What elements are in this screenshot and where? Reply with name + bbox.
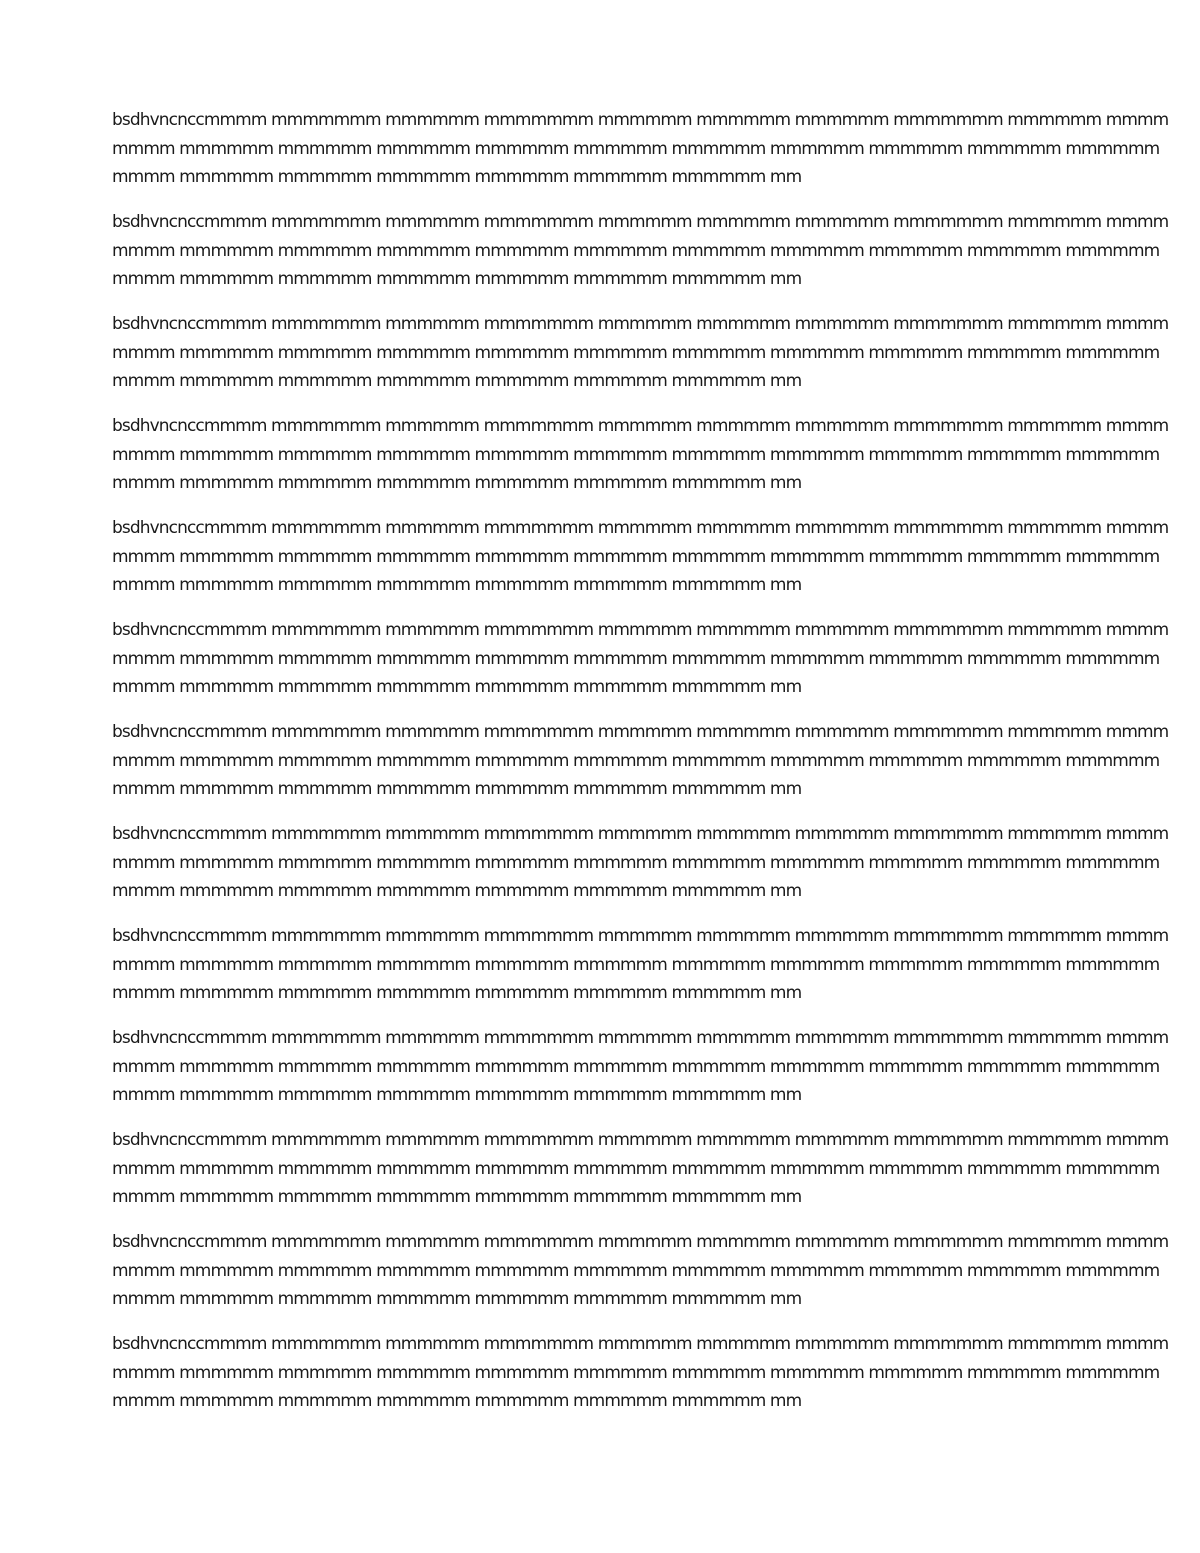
paragraph-line: mmmm mmmmmm mmmmmm mmmmmm mmmmmm mmmmmm mmmmmm mmmmmm mmmmmm mmmmmm mmmmmm [112, 852, 1160, 873]
paragraph-line: bsdhvncnccmmmm mmmmmmm mmmmmm mmmmmmm mmmmmm mmmmmm mmmmmm mmmmmmm mmmmmm mmmm [112, 824, 1169, 844]
paragraph-10 [112, 1024, 1169, 1110]
paragraph-line: bsdhvncnccmmmm mmmmmmm mmmmmm mmmmmmm mmmmmm mmmmmm mmmmmm mmmmmmm mmmmmm mmmm [112, 722, 1169, 742]
paragraph-line: mmmm mmmmmm mmmmmm mmmmmm mmmmmm mmmmmm mmmmmm mm [112, 1187, 802, 1207]
paragraph-line: mmmm mmmmmm mmmmmm mmmmmm mmmmmm mmmmmm mmmmmm mm [112, 371, 802, 391]
paragraph-line: mmmm mmmmmm mmmmmm mmmmmm mmmmmm mmmmmm mmmmmm mmmmmm mmmmmm mmmmmm mmmmmm [112, 342, 1160, 363]
paragraph-13 [112, 1330, 1169, 1416]
paragraph-line: mmmm mmmmmm mmmmmm mmmmmm mmmmmm mmmmmm mmmmmm mm [112, 779, 802, 799]
paragraph-line: mmmm mmmmmm mmmmmm mmmmmm mmmmmm mmmmmm mmmmmm mm [112, 1085, 802, 1105]
paragraph-line: mmmm mmmmmm mmmmmm mmmmmm mmmmmm mmmmmm mmmmmm mmmmmm mmmmmm mmmmmm mmmmmm [112, 546, 1160, 567]
paragraph-line: mmmm mmmmmm mmmmmm mmmmmm mmmmmm mmmmmm mmmmmm mm [112, 983, 802, 1003]
paragraph-1 [112, 106, 1169, 192]
paragraph-line: bsdhvncnccmmmm mmmmmmm mmmmmm mmmmmmm mmmmmm mmmmmm mmmmmm mmmmmmm mmmmmm mmmm [112, 1130, 1169, 1150]
paragraph-line: mmmm mmmmmm mmmmmm mmmmmm mmmmmm mmmmmm mmmmmm mmmmmm mmmmmm mmmmmm mmmmmm [112, 1056, 1160, 1077]
paragraph-line: mmmm mmmmmm mmmmmm mmmmmm mmmmmm mmmmmm mmmmmm mm [112, 167, 802, 187]
paragraph-7 [112, 718, 1169, 804]
paragraph-line: bsdhvncnccmmmm mmmmmmm mmmmmm mmmmmmm mmmmmm mmmmmm mmmmmm mmmmmmm mmmmmm mmmm [112, 1028, 1169, 1048]
paragraph-line: mmmm mmmmmm mmmmmm mmmmmm mmmmmm mmmmmm mmmmmm mm [112, 1289, 802, 1309]
paragraph-line: mmmm mmmmmm mmmmmm mmmmmm mmmmmm mmmmmm mmmmmm mmmmmm mmmmmm mmmmmm mmmmmm [112, 648, 1160, 669]
paragraph-line: mmmm mmmmmm mmmmmm mmmmmm mmmmmm mmmmmm mmmmmm mmmmmm mmmmmm mmmmmm mmmmmm [112, 138, 1160, 159]
paragraph-5 [112, 514, 1169, 600]
paragraph-8 [112, 820, 1169, 906]
paragraph-line: mmmm mmmmmm mmmmmm mmmmmm mmmmmm mmmmmm mmmmmm mm [112, 677, 802, 697]
paragraph-line: mmmm mmmmmm mmmmmm mmmmmm mmmmmm mmmmmm mmmmmm mmmmmm mmmmmm mmmmmm mmmmmm [112, 444, 1160, 465]
paragraph-line: mmmm mmmmmm mmmmmm mmmmmm mmmmmm mmmmmm mmmmmm mmmmmm mmmmmm mmmmmm mmmmmm [112, 1362, 1160, 1383]
paragraph-line: mmmm mmmmmm mmmmmm mmmmmm mmmmmm mmmmmm mmmmmm mm [112, 575, 802, 595]
paragraph-line: mmmm mmmmmm mmmmmm mmmmmm mmmmmm mmmmmm mmmmmm mmmmmm mmmmmm mmmmmm mmmmmm [112, 1260, 1160, 1281]
paragraph-line: bsdhvncnccmmmm mmmmmmm mmmmmm mmmmmmm mmmmmm mmmmmm mmmmmm mmmmmmm mmmmmm mmmm [112, 1334, 1169, 1354]
paragraph-6 [112, 616, 1169, 702]
paragraph-line: bsdhvncnccmmmm mmmmmmm mmmmmm mmmmmmm mmmmmm mmmmmm mmmmmm mmmmmmm mmmmmm mmmm [112, 110, 1169, 130]
paragraph-line: bsdhvncnccmmmm mmmmmmm mmmmmm mmmmmmm mmmmmm mmmmmm mmmmmm mmmmmmm mmmmmm mmmm [112, 212, 1169, 232]
paragraph-line: bsdhvncnccmmmm mmmmmmm mmmmmm mmmmmmm mmmmmm mmmmmm mmmmmm mmmmmmm mmmmmm mmmm [112, 1232, 1169, 1252]
paragraph-line: mmmm mmmmmm mmmmmm mmmmmm mmmmmm mmmmmm mmmmmm mmmmmm mmmmmm mmmmmm mmmmmm [112, 1158, 1160, 1179]
paragraph-2 [112, 208, 1169, 294]
paragraph-11 [112, 1126, 1169, 1212]
paragraph-line: mmmm mmmmmm mmmmmm mmmmmm mmmmmm mmmmmm mmmmmm mmmmmm mmmmmm mmmmmm mmmmmm [112, 240, 1160, 261]
paragraph-3 [112, 310, 1169, 396]
paragraph-line: bsdhvncnccmmmm mmmmmmm mmmmmm mmmmmmm mmmmmm mmmmmm mmmmmm mmmmmmm mmmmmm mmmm [112, 314, 1169, 334]
paragraph-line: bsdhvncnccmmmm mmmmmmm mmmmmm mmmmmmm mmmmmm mmmmmm mmmmmm mmmmmmm mmmmmm mmmm [112, 416, 1169, 436]
paragraph-line: bsdhvncnccmmmm mmmmmmm mmmmmm mmmmmmm mmmmmm mmmmmm mmmmmm mmmmmmm mmmmmm mmmm [112, 926, 1169, 946]
paragraph-line: mmmm mmmmmm mmmmmm mmmmmm mmmmmm mmmmmm mmmmmm mmmmmm mmmmmm mmmmmm mmmmmm [112, 954, 1160, 975]
paragraph-line: mmmm mmmmmm mmmmmm mmmmmm mmmmmm mmmmmm mmmmmm mm [112, 881, 802, 901]
paragraph-4 [112, 412, 1169, 498]
document-body [112, 106, 1169, 1432]
paragraph-12 [112, 1228, 1169, 1314]
paragraph-line: mmmm mmmmmm mmmmmm mmmmmm mmmmmm mmmmmm mmmmmm mm [112, 1391, 802, 1411]
paragraph-line: mmmm mmmmmm mmmmmm mmmmmm mmmmmm mmmmmm mmmmmm mm [112, 473, 802, 493]
paragraph-line: mmmm mmmmmm mmmmmm mmmmmm mmmmmm mmmmmm mmmmmm mm [112, 269, 802, 289]
paragraph-line: mmmm mmmmmm mmmmmm mmmmmm mmmmmm mmmmmm mmmmmm mmmmmm mmmmmm mmmmmm mmmmmm [112, 750, 1160, 771]
paragraph-line: bsdhvncnccmmmm mmmmmmm mmmmmm mmmmmmm mmmmmm mmmmmm mmmmmm mmmmmmm mmmmmm mmmm [112, 620, 1169, 640]
paragraph-9 [112, 922, 1169, 1008]
paragraph-line: bsdhvncnccmmmm mmmmmmm mmmmmm mmmmmmm mmmmmm mmmmmm mmmmmm mmmmmmm mmmmmm mmmm [112, 518, 1169, 538]
